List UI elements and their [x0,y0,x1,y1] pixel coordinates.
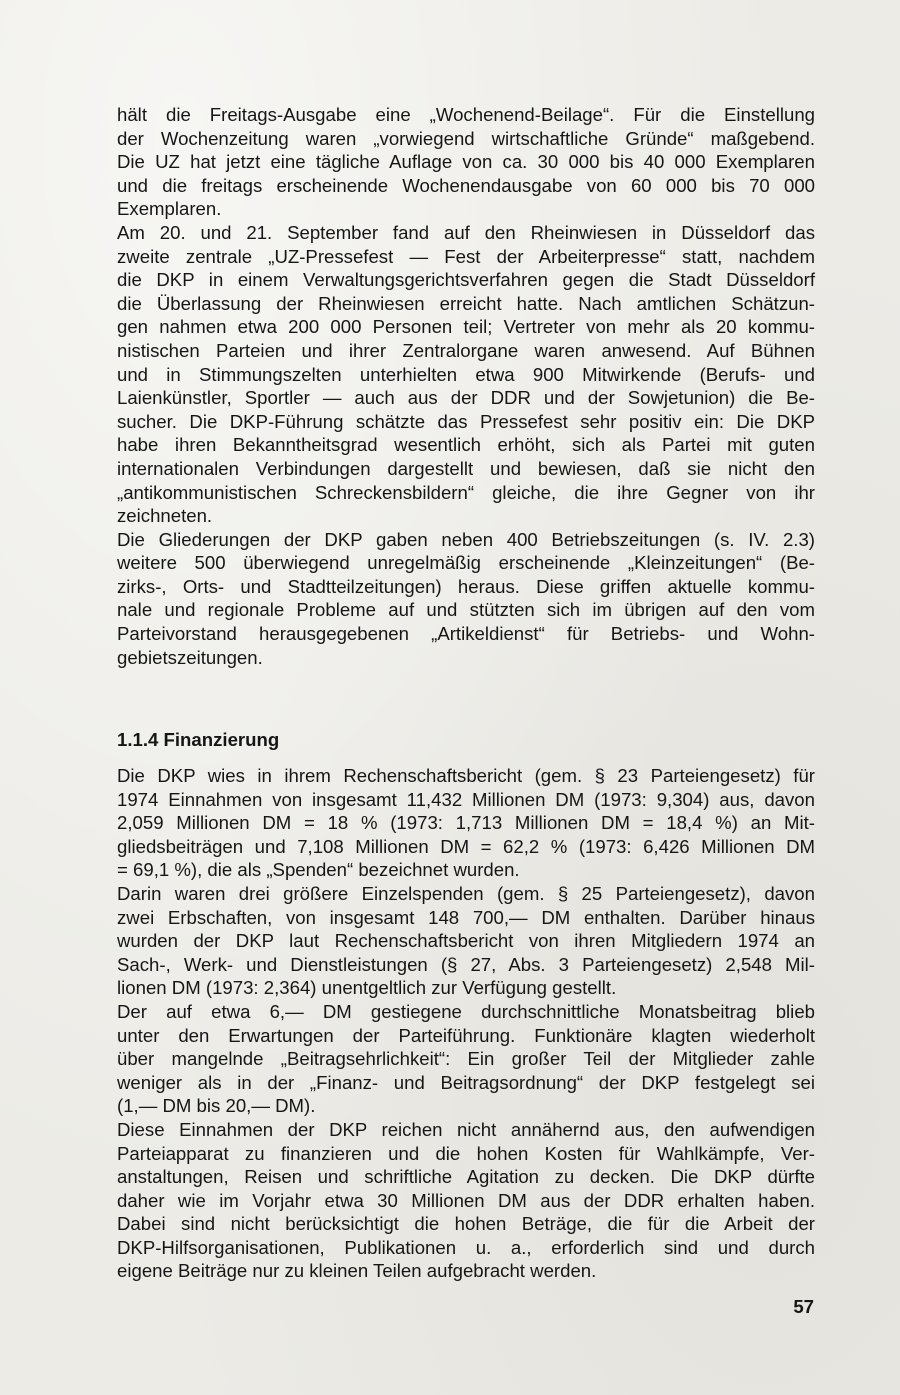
text-line: DKP-Hilfsorganisationen, Publikationen u. a., erforderlich sind und durch [117,1236,815,1258]
text-line: weitere 500 überwiegend unregelmäßig erscheinende „Kleinzeitungen“ (Be- [117,552,815,574]
text-line: sucher. Die DKP-Führung schätzte das Pressefest sehr positiv ein: Die DKP [117,410,815,432]
text-line: 1974 Einnahmen von insgesamt 11,432 Millionen DM (1973: 9,304) aus, davon [117,788,815,810]
text-line: wurden der DKP laut Rechenschaftsbericht von ihren Mitgliedern 1974 an [117,930,815,952]
text-line: zweite zentrale „UZ-Pressefest — Fest der Arbeiterpresse“ statt, nachdem [117,245,815,267]
text-line: weniger als in der „Finanz- und Beitragsordnung“ der DKP festgelegt sei [117,1071,815,1093]
text-line: Die UZ hat jetzt eine tägliche Auflage von ca. 30 000 bis 40 000 Exemplaren [117,151,815,173]
paragraph [117,764,815,882]
text-line: Die DKP wies in ihrem Rechenschaftsbericht (gem. § 23 Parteiengesetz) für [117,765,815,786]
text-line: Der auf etwa 6,— DM gestiegene durchschnittliche Monatsbeitrag blieb [117,1000,815,1022]
text-line: anstaltungen, Reisen und schriftliche Agitation zu decken. Die DKP dürfte [117,1166,815,1188]
text-line: (1,— DM bis 20,— DM). [117,1095,316,1117]
text-line: gen nahmen etwa 200 000 Personen teil; Vertreter von mehr als 20 kommu- [117,316,815,338]
text-line: die DKP in einem Verwaltungsgerichtsverfahren gegen die Stadt Düsseldorf [117,269,815,291]
text-line: die Überlassung der Rheinwiesen erreicht hatte. Nach amtlichen Schätzun- [117,292,815,314]
text-line: Exemplaren. [117,198,222,220]
section-heading: 1.1.4 Finanzierung [117,729,280,750]
text-line: Parteiapparat zu finanzieren und die hohen Kosten für Wahlkämpfe, Ver- [117,1142,815,1164]
text-line: lionen DM (1973: 2,364) unentgeltlich zur Verfügung gestellt. [117,977,617,999]
text-block-bottom [117,764,815,1283]
text-line: und in Stimmungszelten unterhielten etwa 900 Mitwirkende (Berufs- und [117,363,815,385]
text-line: zwei Erbschaften, von insgesamt 148 700,— DM enthalten. Darüber hinaus [117,906,815,928]
text-line: internationalen Verbindungen dargestellt und bewiesen, daß sie nicht den [117,457,815,479]
text-line: über mangelnde „Beitragsehrlichkeit“: Ein großer Teil der Mitglieder zahle [117,1048,815,1070]
text-line: Die Gliederungen der DKP gaben neben 400 Betriebszeitungen (s. IV. 2.3) [117,528,815,550]
paragraph [117,882,815,1000]
text-line: Diese Einnahmen der DKP reichen nicht annähernd aus, den aufwendigen [117,1118,815,1140]
text-line: Sach-, Werk- und Dienstleistungen (§ 27, Abs. 3 Parteiengesetz) 2,548 Mil- [117,953,815,975]
text-block-top [117,103,815,669]
text-line: zirks-, Orts- und Stadtteilzeitungen) heraus. Diese griffen aktuelle kommu- [117,575,815,597]
paragraph [117,221,815,528]
text-line: der Wochenzeitung waren „vorwiegend wirtschaftliche Gründe“ maßgebend. [117,127,815,149]
text-line: zeichneten. [117,505,213,527]
text-line: Darin waren drei größere Einzelspenden (gem. § 25 Parteiengesetz), davon [117,882,815,904]
text-line: und die freitags erscheinende Wochenendausgabe von 60 000 bis 70 000 [117,174,815,196]
paragraph [117,1118,815,1283]
text-line: habe ihren Bekanntheitsgrad wesentlich erhöht, sich als Partei mit guten [117,434,815,456]
paragraph [117,103,815,221]
text-line: hält die Freitags-Ausgabe eine „Wochenend-Beilage“. Für die Einstellung [117,104,815,125]
text-line: 2,059 Millionen DM = 18 % (1973: 1,713 Millionen DM = 18,4 %) an Mit- [117,812,815,834]
text-line: Laienkünstler, Sportler — auch aus der DDR und der Sowjetunion) die Be- [117,387,815,409]
text-line: gliedsbeiträgen und 7,108 Millionen DM = 62,2 % (1973: 6,426 Millionen DM [117,835,815,857]
text-line: Dabei sind nicht berücksichtigt die hohen Beträge, die für die Arbeit der [117,1213,815,1235]
text-line: nistischen Parteien und ihrer Zentralorgane waren anwesend. Auf Bühnen [117,339,815,361]
paragraph [117,1000,815,1118]
paragraph [117,528,815,670]
text-line: daher wie im Vorjahr etwa 30 Millionen DM aus der DDR erhalten haben. [117,1189,815,1211]
text-line: = 69,1 %), die als „Spenden“ bezeichnet wurden. [117,859,520,881]
text-line: eigene Beiträge nur zu kleinen Teilen aufgebracht werden. [117,1260,597,1282]
page-number: 57 [793,1296,814,1317]
text-line: unter den Erwartungen der Parteiführung. Funktionäre klagten wiederholt [117,1024,815,1046]
text-line: Parteivorstand herausgegebenen „Artikeldienst“ für Betriebs- und Wohn- [117,623,815,645]
text-line: gebietszeitungen. [117,646,263,668]
text-line: Am 20. und 21. September fand auf den Rheinwiesen in Düsseldorf das [117,221,815,243]
text-line: nale und regionale Probleme auf und stützten sich im übrigen auf den vom [117,599,815,621]
text-line: „antikommunistischen Schreckensbildern“ gleiche, die ihre Gegner von ihr [117,481,815,503]
